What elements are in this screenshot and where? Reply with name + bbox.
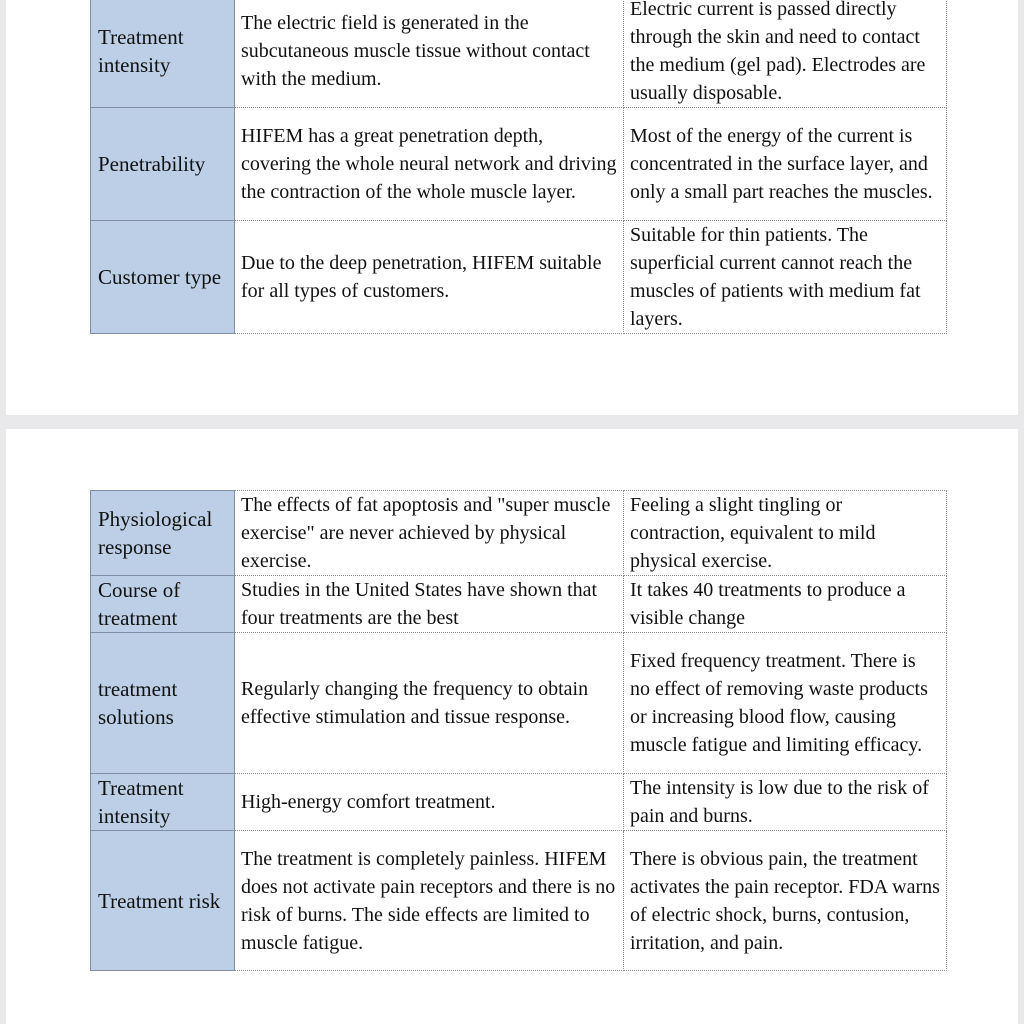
comparison-cell: Fixed frequency treatment. There is no effect of removing waste products or increasing blood flow, causing muscle fatigue and limiting efficacy.	[624, 633, 947, 774]
table-row	[91, 831, 947, 971]
row-label: Treatment intensity	[91, 0, 235, 108]
hifem-cell: Studies in the United States have shown that four treatments are the best	[235, 576, 624, 633]
row-label: Customer type	[91, 221, 235, 334]
comparison-cell: Feeling a slight tingling or contraction, equivalent to mild physical exercise.	[624, 491, 947, 576]
table-row	[91, 774, 947, 831]
comparison-cell: Electric current is passed directly through the skin and need to contact the medium (gel pad). Electrodes are usually disposable.	[624, 0, 947, 108]
table-row	[91, 491, 947, 576]
row-label: Course of treatment	[91, 576, 235, 633]
row-label: treatment solutions	[91, 633, 235, 774]
document-page-1	[6, 0, 1018, 415]
table-row	[91, 576, 947, 633]
comparison-cell: It takes 40 treatments to produce a visible change	[624, 576, 947, 633]
row-label: Penetrability	[91, 108, 235, 221]
table-row	[91, 221, 947, 334]
table-row	[91, 108, 947, 221]
hifem-cell: The effects of fat apoptosis and "super muscle exercise" are never achieved by physical exercise.	[235, 491, 624, 576]
comparison-cell: Most of the energy of the current is concentrated in the surface layer, and only a small part reaches the muscles.	[624, 108, 947, 221]
comparison-cell: There is obvious pain, the treatment activates the pain receptor. FDA warns of electric shock, burns, contusion, irritation, and pain.	[624, 831, 947, 971]
hifem-cell: Due to the deep penetration, HIFEM suitable for all types of customers.	[235, 221, 624, 334]
comparison-cell: Suitable for thin patients. The superficial current cannot reach the muscles of patients with medium fat layers.	[624, 221, 947, 334]
row-label: Treatment risk	[91, 831, 235, 971]
row-label: Physiological response	[91, 491, 235, 576]
table-row	[91, 633, 947, 774]
table-row	[91, 0, 947, 108]
hifem-cell: The treatment is completely painless. HIFEM does not activate pain receptors and there is no risk of burns. The side effects are limited to muscle fatigue.	[235, 831, 624, 971]
hifem-cell: High-energy comfort treatment.	[235, 774, 624, 831]
comparison-table-2	[90, 490, 947, 971]
comparison-table-1	[90, 0, 947, 334]
document-page-2	[6, 429, 1018, 1024]
hifem-cell: The electric field is generated in the subcutaneous muscle tissue without contact with the medium.	[235, 0, 624, 108]
comparison-cell: The intensity is low due to the risk of pain and burns.	[624, 774, 947, 831]
hifem-cell: Regularly changing the frequency to obtain effective stimulation and tissue response.	[235, 633, 624, 774]
hifem-cell: HIFEM has a great penetration depth, covering the whole neural network and driving the contraction of the whole muscle layer.	[235, 108, 624, 221]
row-label: Treatment intensity	[91, 774, 235, 831]
